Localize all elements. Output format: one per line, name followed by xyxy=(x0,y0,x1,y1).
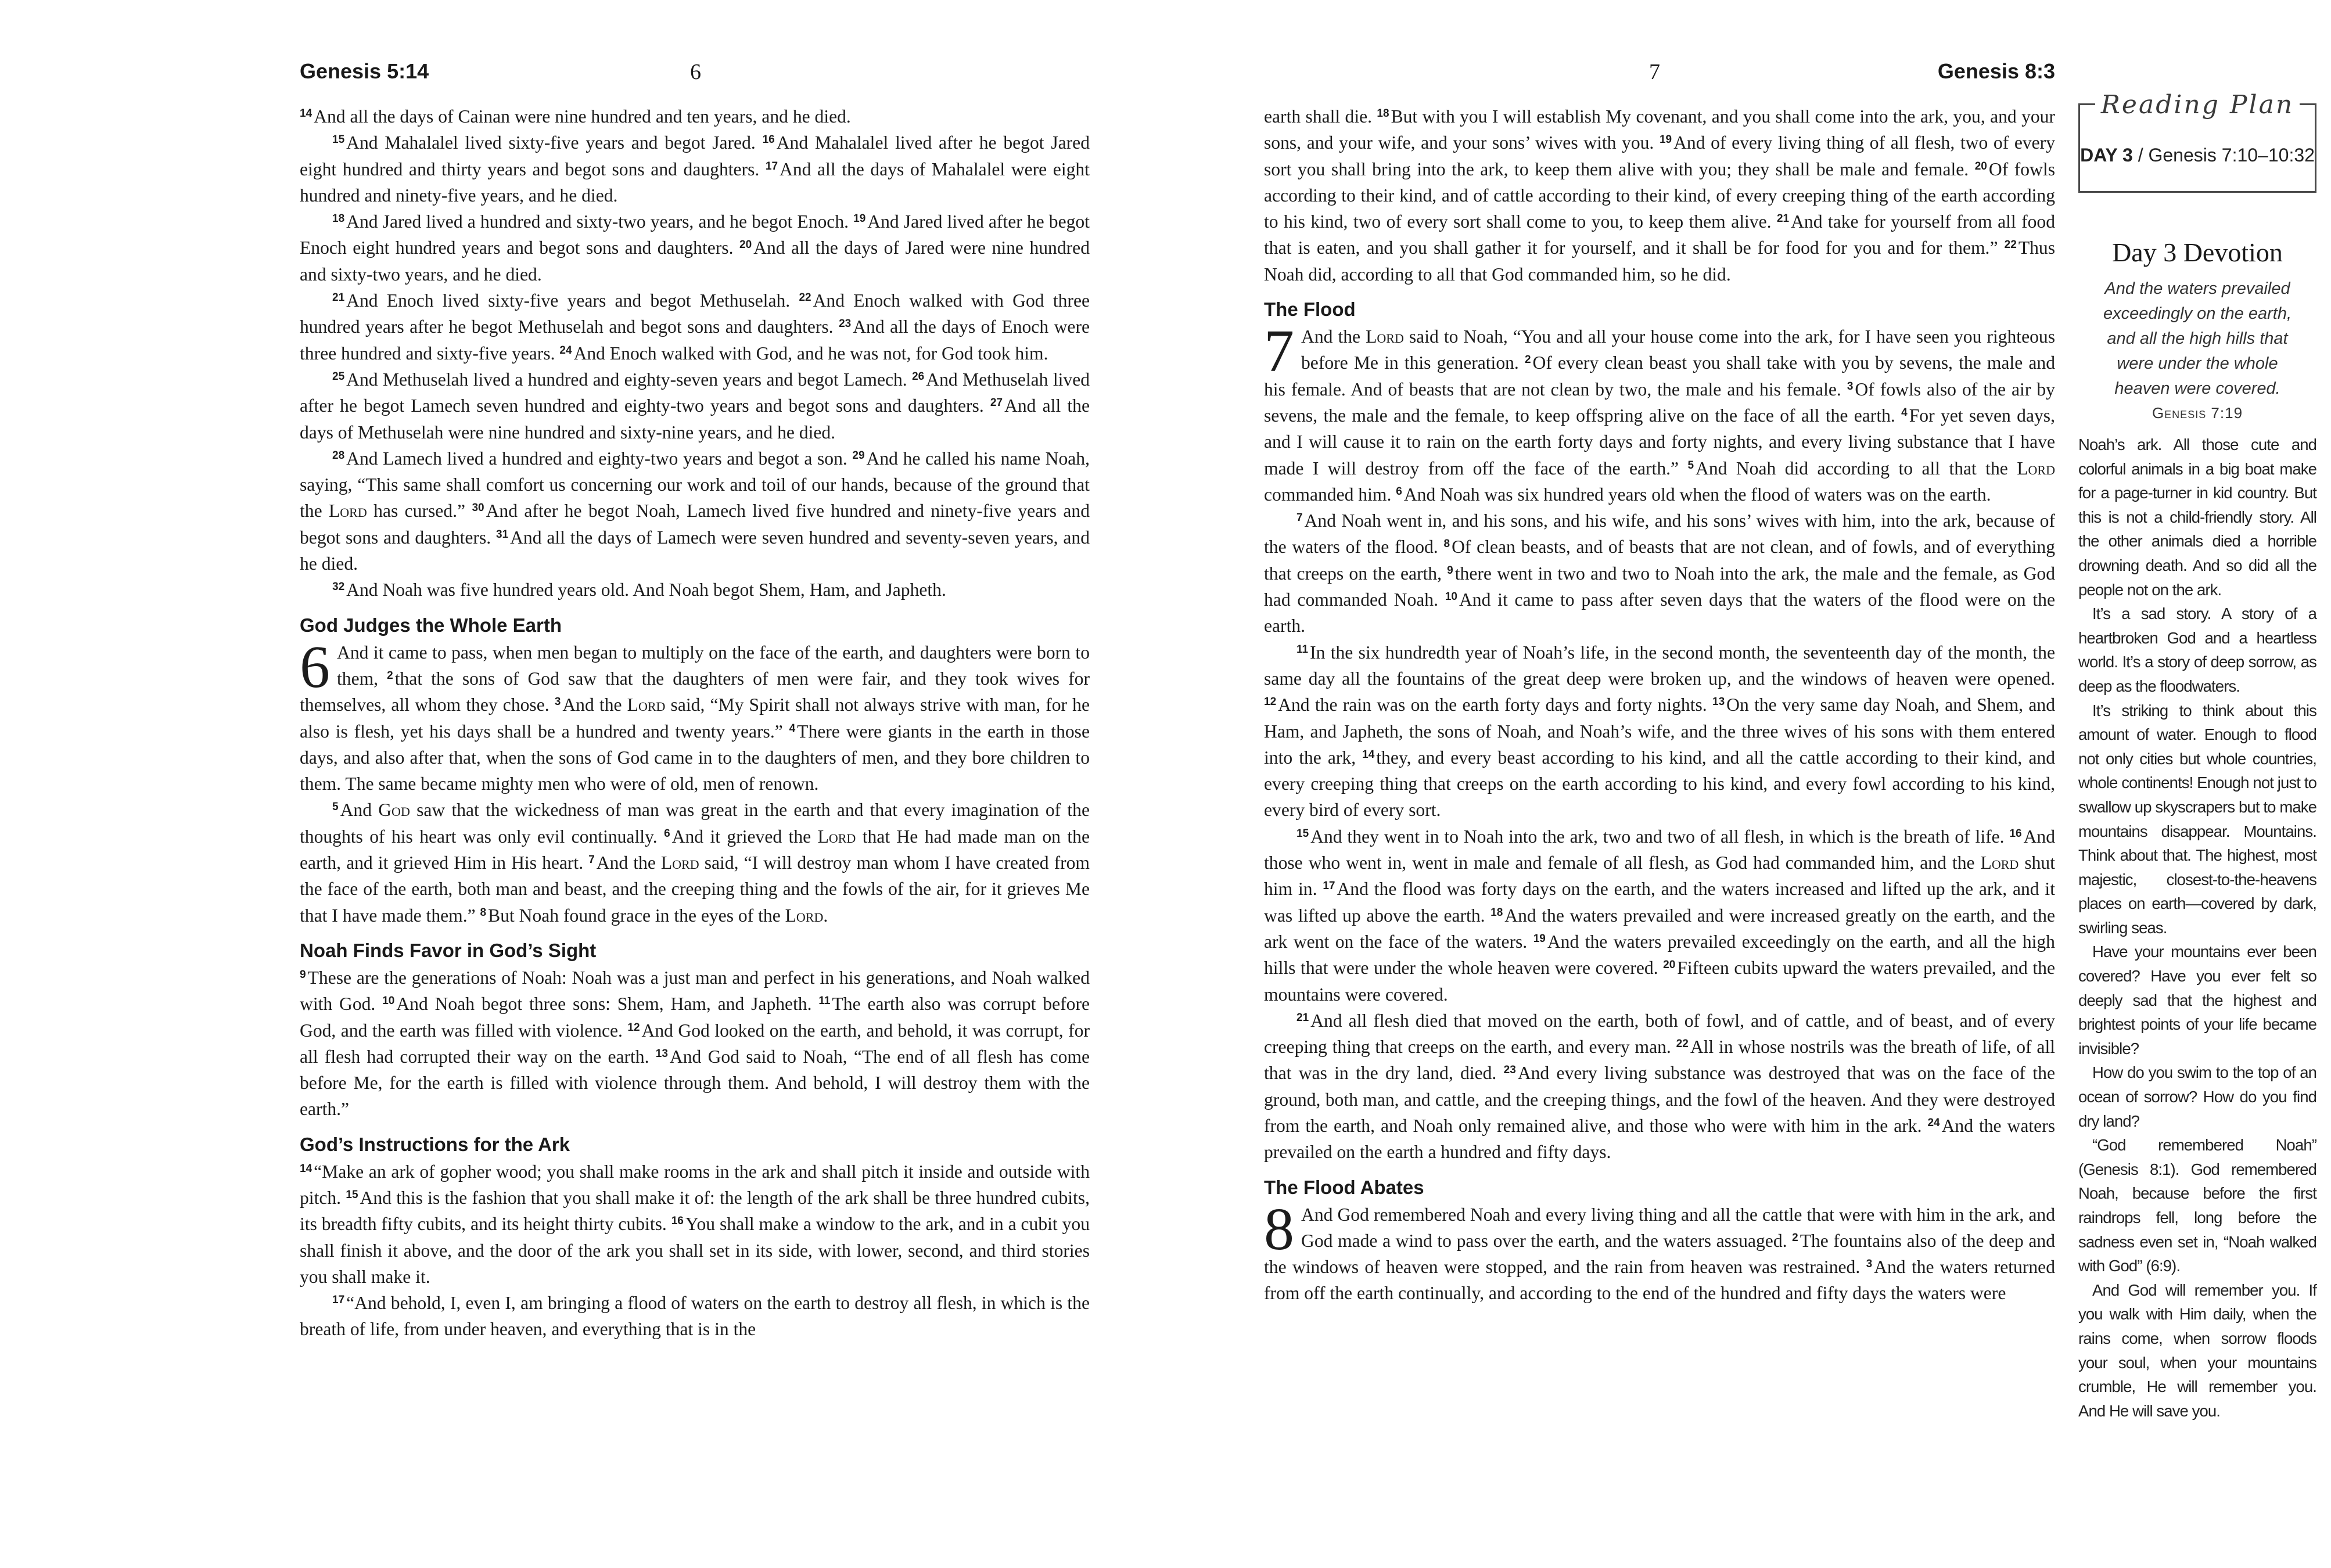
verse-text: “Make an ark of gopher wood; you shall make rooms in the ark and shall pitch it inside and outside with pitch. xyxy=(300,1161,1090,1208)
verse-text: There were giants in the earth in those days, and also after that, when the sons of God came in to the daughters of men, and they bore children to them. The same became mighty men who were of old, men of renown. xyxy=(300,721,1090,794)
verse-text: that He had made man on the earth, and it grieved Him in His heart. xyxy=(300,826,1090,873)
verse-paragraph xyxy=(1264,639,2055,823)
verse-text: And the xyxy=(562,695,627,715)
verse-text: Fifteen cubits upward the waters prevailed, and the mountains were covered. xyxy=(1264,958,2055,1005)
verse-number: 2 xyxy=(387,669,393,682)
verse-paragraph xyxy=(300,797,1090,928)
devotion-body xyxy=(2078,433,2316,1423)
verse-text: And of every living thing of all flesh, two of every sort you shall bring into the ark, to keep them alive with you; they shall be male and female. xyxy=(1264,132,2056,179)
verse-text: And the waters prevailed on the earth a hundred and fifty days. xyxy=(1264,1115,2055,1163)
verse-text: shut him in. xyxy=(1264,853,2055,900)
reading-plan-separator: / xyxy=(2132,145,2149,166)
reading-plan-passage: Genesis 7:10–10:32 xyxy=(2148,145,2315,166)
verse-number: 10 xyxy=(1445,591,1457,603)
section-heading: The Flood xyxy=(1264,299,1356,321)
verse-number: 8 xyxy=(1443,538,1450,551)
verse-number: 19 xyxy=(1533,932,1546,945)
verse-text: And God said to Noah, “The end of all flesh has come before Me, for the earth is filled with violence through them. And behold, I will destroy them with the earth.” xyxy=(300,1046,1090,1120)
verse-text: And God looked on the earth, and behold, it was corrupt, for all flesh had corrupted their way on the earth. xyxy=(300,1020,1090,1067)
verse-number: 20 xyxy=(1663,959,1676,972)
verse-text: Thus Noah did, according to all that God commanded him, so he did. xyxy=(1264,238,2055,285)
reading-plan-day: DAY 3 xyxy=(2080,145,2133,166)
verse-text: And he called his name Noah, saying, “This same shall comfort us concerning our work and toil of our hands, because of the ground that the xyxy=(300,448,1090,522)
verse-number: 30 xyxy=(472,502,484,515)
verse-number: 18 xyxy=(332,213,345,225)
verse-number: 26 xyxy=(912,370,925,383)
verse-number: 20 xyxy=(739,239,752,251)
verse-number: 7 xyxy=(1296,512,1303,524)
verse-number: 21 xyxy=(1296,1011,1309,1024)
verse-number: 5 xyxy=(1687,459,1694,472)
scripture-column-right xyxy=(1264,103,2055,1307)
verse-text: said, “My Spirit shall not always strive with man, for he also is flesh, yet his days shall be a hundred and twenty years.” xyxy=(300,695,1090,742)
section-heading: God’s Instructions for the Ark xyxy=(300,1133,570,1155)
verse-text: And Jared lived a hundred and sixty-two years, and he begot Enoch. xyxy=(346,211,854,232)
verse-text: And it came to pass, when men began to multiply on the face of the earth, and daughters were born to them, xyxy=(337,642,1090,689)
verse-number: 12 xyxy=(1264,696,1277,709)
verse-number: 19 xyxy=(853,213,866,225)
verse-paragraph xyxy=(300,208,1090,287)
verse-number: 31 xyxy=(495,528,509,541)
devotion-sidebar xyxy=(2078,90,2316,1423)
divine-name: Lord xyxy=(1980,853,2019,873)
verse-number: 11 xyxy=(1296,643,1309,656)
verse-number: 7 xyxy=(588,854,595,866)
verse-number: 27 xyxy=(990,397,1003,409)
verse-number: 4 xyxy=(1901,406,1908,419)
verse-text: they, and every beast according to his kind, and all the cattle according to their kind, and every creeping thing that creeps on the earth according to his kind, and every fowl according to his kind, every bird of every sort. xyxy=(1264,747,2055,821)
verse-number: 3 xyxy=(1847,380,1854,393)
verse-number: 17 xyxy=(1323,880,1335,893)
devotion-paragraph: How do you swim to the top of an ocean of sorrow? How do you find dry land? xyxy=(2078,1063,2316,1130)
verse-number: 28 xyxy=(332,449,345,462)
devotion-quote-reference: Genesis 7:19 xyxy=(2152,404,2243,422)
verse-text: saw that the wickedness of man was great in the earth and that every imagination of the thoughts of his heart was only evil continually. xyxy=(300,800,1090,847)
verse-number: 14 xyxy=(300,107,313,120)
verse-text: And Noah begot three sons: Shem, Ham, and Japheth. xyxy=(396,994,819,1015)
verse-text: But with you I will establish My covenant, and you shall come into the ark, you, and your sons, and your wife, and your sons’ wives with you. xyxy=(1264,106,2055,153)
devotion-paragraph: And God will remember you. If you walk with Him daily, when the rains come, when sorrow floods your soul, when your mountains crumble, He will remember you. And He will save you. xyxy=(2078,1281,2316,1420)
verse-number: 12 xyxy=(627,1021,640,1034)
devotion-paragraph: Noah’s ark. All those cute and colorful animals in a big boat make for a page-turner in kid country. But this is not a child-friendly story. All the other animals died a horrible drowning death. And so did all the people not on the ark. xyxy=(2078,436,2316,599)
verse-text: And Enoch lived sixty-five years and begot Methuselah. xyxy=(346,290,799,311)
verse-text: And after he begot Noah, Lamech lived five hundred and ninety-five years and begot sons and daughters. xyxy=(300,501,1090,548)
verse-text: And Noah was five hundred years old. And Noah begot Shem, Ham, and Japheth. xyxy=(346,580,946,600)
verse-number: 6 xyxy=(664,827,670,840)
verse-number: 25 xyxy=(332,370,345,383)
verse-number: 9 xyxy=(1447,564,1453,577)
verse-text: And xyxy=(340,800,379,821)
verse-number: 23 xyxy=(839,318,852,330)
page-number-right: 7 xyxy=(1649,60,1660,84)
verse-text: The earth also was corrupt before God, and the earth was filled with violence. xyxy=(300,994,1090,1041)
verse-number: 9 xyxy=(300,968,306,981)
left-page xyxy=(0,0,1165,1568)
verse-text: And it grieved the xyxy=(671,826,818,847)
verse-number: 13 xyxy=(1712,696,1725,709)
divine-name: Lord xyxy=(660,853,699,873)
devotion-paragraph: “God remembered Noah” (Genesis 8:1). God remembered Noah, because before the first raindrops fell, long before the sadness even set in, “Noah walked with God” (6:9). xyxy=(2078,1136,2316,1275)
verse-number: 23 xyxy=(1503,1064,1516,1077)
verse-number: 15 xyxy=(1296,827,1309,840)
verse-text: And the xyxy=(1301,326,1366,347)
divine-name: God xyxy=(378,800,410,821)
chapter-number: 8 xyxy=(1264,1195,1294,1263)
verse-text: And every living substance was destroyed that was on the face of the ground, both man, and cattle, and the creeping things, and the fowl of the heaven. And they were destroyed from the earth, and Noah only remained alive, and those who were with him in the ark. xyxy=(1264,1063,2056,1136)
divine-name: Lord xyxy=(785,905,824,926)
verse-number: 6 xyxy=(1396,485,1402,498)
verse-number: 16 xyxy=(671,1215,684,1228)
verse-number: 19 xyxy=(1659,134,1672,146)
verse-text: And Methuselah lived a hundred and eighty-seven years and begot Lamech. xyxy=(346,369,913,390)
running-head-left: Genesis 5:14 xyxy=(300,59,429,83)
verse-number: 3 xyxy=(1866,1258,1873,1271)
devotion-title: Day 3 Devotion xyxy=(2112,238,2283,267)
reading-plan-box xyxy=(2078,90,2316,193)
verse-text: And all the days of Methuselah were nine hundred and sixty-nine years, and he died. xyxy=(300,395,1090,443)
verse-text: And Noah was six hundred years old when the flood of waters was on the earth. xyxy=(1403,484,1991,505)
verse-text: has cursed.” xyxy=(367,501,472,522)
verse-text: And Jared lived after he begot Enoch eight hundred years and begot sons and daughters. xyxy=(300,211,1090,258)
verse-number: 32 xyxy=(332,581,345,594)
verse-number: 21 xyxy=(332,292,345,304)
verse-text: And all the days of Jared were nine hundred and sixty-two years, and he died. xyxy=(300,238,1090,285)
chapter-number: 7 xyxy=(1264,318,1294,385)
verse-text: that the sons of God saw that the daughters of men were fair, and they took wives for themselves, all whom they chose. xyxy=(300,668,1090,715)
verse-text: All in whose nostrils was the breath of life, of all that was in the dry land, died. xyxy=(1264,1037,2056,1084)
chapter-number: 6 xyxy=(300,633,330,700)
divine-name: Lord xyxy=(627,695,666,715)
verse-number: 21 xyxy=(1776,213,1790,225)
verse-text: For yet seven days, and I will cause it to rain on the earth forty days and forty nights, and every living substance that I have made I will destroy from off the face of the earth.” xyxy=(1264,405,2055,479)
verse-number: 29 xyxy=(852,449,865,462)
verse-paragraph xyxy=(1264,508,2055,639)
verse-number: 17 xyxy=(765,160,778,172)
verse-paragraph xyxy=(300,577,1090,603)
verse-text: Of every clean beast you shall take with you by sevens, the male and his female. And of beasts that are not clean by two, the male and his female. xyxy=(1264,353,2055,400)
verse-number: 16 xyxy=(762,134,775,146)
devotion-paragraph: It’s striking to think about this amount of water. Enough to flood not only cities but whole countries, whole continents! Enough not just to swallow up skyscrapers but to make mountains disappear. Mountains. Think about that. The highest, most majestic, closest-to-the-heavens places on earth—covered by dark, swirling seas. xyxy=(2078,701,2316,937)
reading-plan-title: Reading Plan xyxy=(2095,90,2300,120)
verse-text: And all the days of Enoch were three hundred and sixty-five years. xyxy=(300,317,1090,364)
verse-text: And the waters prevailed and were increased greatly on the earth, and the ark went on the face of the waters. xyxy=(1264,905,2055,952)
verse-text: said, “I will destroy man whom I have created from the face of the earth, both man and beast, and the creeping thing and the fowls of the air, for it grieves Me that I have made them.” xyxy=(300,853,1090,926)
verse-text: And they went in to Noah into the ark, two and two of all flesh, in which is the breath of life. xyxy=(1310,826,2010,847)
verse-text: You shall make a window to the ark, and in a cubit you shall finish it above, and the door of the ark you shall set in its side, with lower, second, and third stories you shall make it. xyxy=(300,1214,1090,1287)
verse-number: 3 xyxy=(554,696,561,709)
verse-paragraph xyxy=(300,1290,1090,1343)
verse-text: These are the generations of Noah: Noah was a just man and perfect in his generations, and Noah walked with God. xyxy=(300,967,1090,1015)
verse-text: And those who went in, went in male and female of all flesh, as God had commanded him, and the xyxy=(1264,826,2055,873)
verse-number: 13 xyxy=(655,1047,668,1060)
verse-number: 4 xyxy=(789,722,796,735)
divine-name: Lord xyxy=(817,826,856,847)
verse-text: And Mahalalel lived after he begot Jared eight hundred and thirty years and begot sons and daughters. xyxy=(300,132,1090,179)
verse-text: And all the days of Cainan were nine hundred and ten years, and he died. xyxy=(314,106,851,127)
verse-number: 24 xyxy=(1927,1116,1940,1129)
divine-name: Lord xyxy=(329,501,367,522)
verse-number: 14 xyxy=(1362,748,1375,761)
verse-text: And take for yourself from all food that is eaten, and you shall gather it for yourself, and it shall be for food for you and for them.” xyxy=(1264,211,2055,258)
page-number-left: 6 xyxy=(690,60,701,84)
verse-text: . xyxy=(823,905,828,926)
verse-paragraph xyxy=(300,366,1090,445)
verse-text: And all the days of Lamech were seven hundred and seventy-seven years, and he died. xyxy=(300,527,1090,574)
verse-number: 22 xyxy=(1676,1038,1689,1051)
verse-paragraph xyxy=(300,287,1090,366)
verse-text: And Mahalalel lived sixty-five years and begot Jared. xyxy=(346,132,763,153)
verse-number: 8 xyxy=(480,906,487,919)
verse-text: earth shall die. xyxy=(1264,106,1377,127)
chapter-paragraph xyxy=(1264,318,2055,508)
verse-paragraph xyxy=(300,130,1090,208)
verse-number: 14 xyxy=(300,1162,313,1175)
divine-name: Lord xyxy=(2017,458,2055,479)
verse-text: And God remembered Noah and every living thing and all the cattle that were with him in the ark, and God made a wind to pass over the earth, and the waters assuaged. xyxy=(1301,1204,2055,1251)
verse-paragraph xyxy=(1264,103,2055,287)
verse-number: 20 xyxy=(1974,160,1987,172)
chapter-paragraph xyxy=(1264,1195,2056,1307)
verse-text: But Noah found grace in the eyes of the xyxy=(488,905,785,926)
verse-text: In the six hundredth year of Noah’s life, in the second month, the seventeenth day of the month, the same day all the fountains of the great deep were broken up, and the windows of heaven were opened. xyxy=(1264,642,2055,689)
verse-number: 18 xyxy=(1377,107,1389,120)
verse-text: And Enoch walked with God, and he was not, for God took him. xyxy=(573,343,1048,364)
verse-number: 2 xyxy=(1792,1231,1798,1244)
verse-text: And it came to pass after seven days that the waters of the flood were on the earth. xyxy=(1264,589,2055,636)
verse-number: 17 xyxy=(332,1294,345,1307)
devotion-paragraph: It’s a sad story. A story of a heartbroken God and a heartless world. It’s a story of deep sorrow, as deep as the floodwaters. xyxy=(2078,605,2316,695)
verse-number: 22 xyxy=(2004,239,2017,251)
verse-text: And the waters returned from off the earth continually, and according to the end of the hundred and fifty days the waters were xyxy=(1264,1257,2055,1304)
verse-number: 22 xyxy=(799,292,811,304)
verse-text: And all flesh died that moved on the earth, both of fowl, and of cattle, and of beast, and of every creeping thing that creeps on the earth, and every man. xyxy=(1264,1010,2055,1058)
chapter-paragraph xyxy=(300,633,1090,797)
section-heading: The Flood Abates xyxy=(1264,1176,1424,1198)
verse-text: And this is the fashion that you shall make it of: the length of the ark shall be three hundred cubits, its breadth fifty cubits, and its height thirty cubits. xyxy=(300,1187,1090,1235)
verse-text: “And behold, I, even I, am bringing a flood of waters on the earth to destroy all flesh, in which is the breath of life, from under heaven, and everything that is in the xyxy=(300,1293,1090,1340)
verse-text: And the flood was forty days on the earth, and the waters increased and lifted up the ark, and it was lifted up above the earth. xyxy=(1264,879,2055,926)
verse-text: And the xyxy=(596,853,661,873)
verse-number: 15 xyxy=(346,1188,358,1201)
verse-paragraph xyxy=(300,103,1090,130)
verse-text: said to Noah, “You and all your house come into the ark, for I have seen you righteous before Me in this generation. xyxy=(1301,326,2055,373)
verse-text: And the waters prevailed exceedingly on the earth, and all the high hills that were under the whole heaven were covered. xyxy=(1264,931,2055,979)
verse-number: 16 xyxy=(2009,827,2022,840)
verse-text: Of fowls according to their kind, and of cattle according to their kind, of every creeping thing of the earth according to his kind, two of every sort shall come to you, to keep them alive. xyxy=(1264,159,2055,232)
verse-number: 5 xyxy=(332,801,339,814)
verse-text: And the rain was on the earth forty days and forty nights. xyxy=(1278,695,1713,715)
verse-number: 24 xyxy=(559,344,572,357)
verse-text: And Lamech lived a hundred and eighty-two years and begot a son. xyxy=(346,448,853,469)
devotion-paragraph: Have your mountains ever been covered? Have you ever felt so deeply sad that the highest and brightest points of your life became invisible? xyxy=(2078,943,2316,1058)
verse-text: And all the days of Mahalalel were eight hundred and ninety-five years, and he died. xyxy=(300,159,1090,206)
divine-name: Lord xyxy=(1366,326,1404,347)
scripture-column-left xyxy=(300,103,1090,1343)
section-heading: God Judges the Whole Earth xyxy=(300,614,562,636)
verse-paragraph xyxy=(300,1159,1090,1290)
verse-number: 10 xyxy=(382,995,395,1008)
verse-number: 11 xyxy=(818,995,831,1008)
verse-text: And Methuselah lived after he begot Lamech seven hundred and eighty-two years and begot sons and daughters. xyxy=(300,369,1090,416)
verse-text: The fountains also of the deep and the windows of heaven were stopped, and the rain from heaven was restrained. xyxy=(1264,1230,2056,1278)
section-heading: Noah Finds Favor in God’s Sight xyxy=(300,939,597,961)
verse-text: And Noah went in, and his sons, and his wife, and his sons’ wives with him, into the ark, because of the waters of the flood. xyxy=(1264,510,2055,558)
verse-number: 15 xyxy=(332,134,345,146)
verse-text: commanded him. xyxy=(1264,484,1396,505)
verse-text: And Enoch walked with God three hundred years after he begot Methuselah and begot sons and daughters. xyxy=(300,290,1090,337)
verse-text: On the very same day Noah, and Shem, and Ham, and Japheth, the sons of Noah, and Noah’s wife, and the three wives of his sons with them entered into the ark, xyxy=(1264,695,2055,768)
verse-paragraph xyxy=(300,445,1090,577)
verse-text: there went in two and two to Noah into the ark, the male and the female, as God had commanded Noah. xyxy=(1264,563,2056,610)
verse-number: 2 xyxy=(1524,354,1531,366)
verse-text: Of clean beasts, and of beasts that are not clean, and of fowls, and of everything that creeps on the earth, xyxy=(1264,537,2055,584)
verse-paragraph xyxy=(300,965,1090,1123)
running-head-right: Genesis 8:3 xyxy=(1937,59,2055,83)
verse-paragraph xyxy=(1264,1008,2055,1166)
verse-text: And Noah did according to all that the xyxy=(1696,458,2017,479)
verse-paragraph xyxy=(1264,823,2055,1008)
devotion-quote: And the waters prevailed exceedingly on the earth, and all the high hills that were under the whole heaven were covered. xyxy=(2103,279,2292,398)
verse-number: 18 xyxy=(1490,906,1503,919)
verse-text: Of fowls also of the air by sevens, the male and the female, to keep offspring alive on the face of all the earth. xyxy=(1264,379,2055,426)
